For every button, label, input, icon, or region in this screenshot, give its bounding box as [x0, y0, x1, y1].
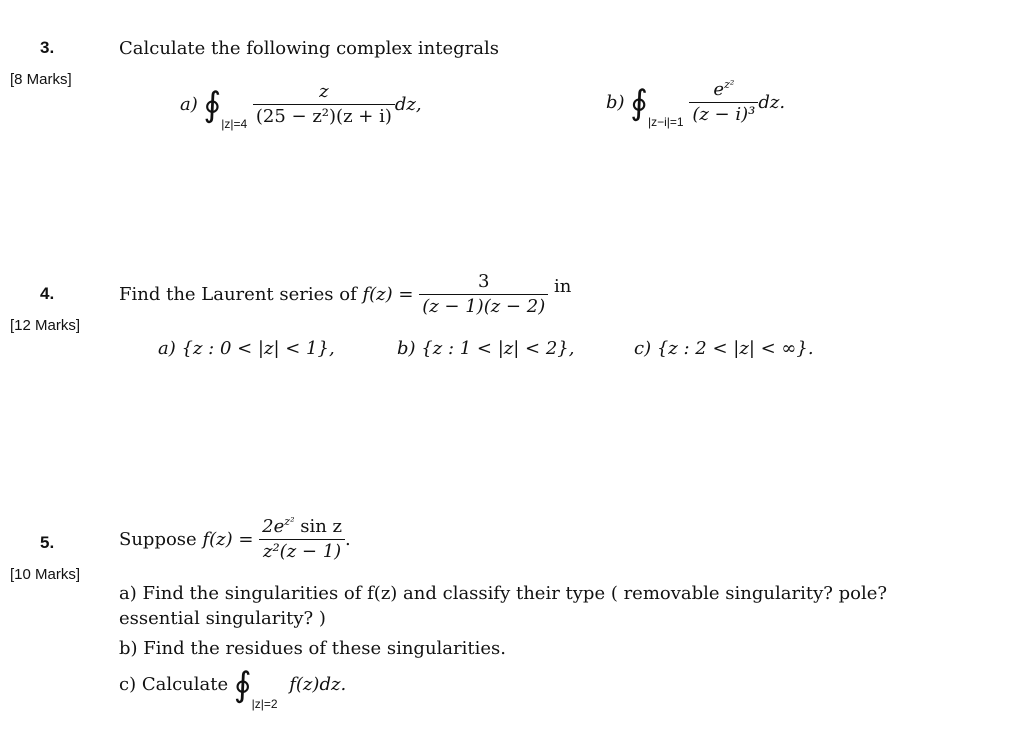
contour-integral-icon: ∮: [233, 665, 252, 705]
q4-region-c-set: {z : 2 < |z| < ∞}.: [656, 338, 814, 359]
q5-part-a-line1: a) Find the singularities of f(z) and classify their type ( removable singularity? pole?: [119, 583, 888, 604]
q4-region-a-set: {z : 0 < |z| < 1},: [181, 338, 335, 359]
q3b-tail: dz.: [758, 91, 786, 113]
q3a-numerator: z: [253, 80, 395, 105]
q4-region-c-label: c): [634, 338, 652, 359]
q5-denominator: z²(z − 1): [262, 541, 342, 563]
q5-number: 5.: [40, 533, 55, 552]
q5-function: f(z) =: [202, 528, 254, 550]
q4-denominator: (z − 1)(z − 2): [422, 296, 546, 318]
q4-region-b-label: b): [397, 338, 416, 359]
q4-function: f(z) =: [362, 283, 414, 305]
q4-region-a: [158, 338, 335, 359]
contour-integral-icon: ∮: [630, 82, 648, 123]
q3a-fraction: [253, 80, 395, 130]
q5-part-b: b) Find the residues of these singularities.: [119, 638, 506, 659]
q5-numerator-sin: sin z: [300, 516, 343, 537]
q3-part-b: [606, 78, 785, 129]
q5c-contour: |z|=2: [251, 697, 278, 711]
q3b-numerator: [689, 78, 758, 103]
q4-region-a-label: a): [158, 338, 176, 359]
q3b-numerator-exponent: z²: [724, 78, 735, 91]
q5-numerator-exponent: z²: [284, 515, 295, 528]
q5-part-c-lead: c) Calculate: [119, 674, 229, 695]
q4-number: 4.: [40, 284, 55, 303]
q3b-denominator: (z − i)³: [692, 104, 756, 126]
q5-statement: [119, 515, 351, 565]
q3-part-a: [180, 80, 422, 131]
q4-lead: Find the Laurent series of: [119, 283, 357, 305]
q4-region-b-set: {z : 1 < |z| < 2},: [421, 338, 575, 359]
q3-instruction: Calculate the following complex integrals: [119, 38, 499, 59]
q3-marks: [8 Marks]: [10, 71, 72, 88]
q3-number: 3.: [40, 38, 55, 57]
q3a-denominator: (25 − z²)(z + i): [255, 106, 392, 128]
q3b-numerator-base: e: [713, 79, 725, 100]
q5-period: .: [345, 528, 351, 550]
q4-marks: [12 Marks]: [10, 317, 81, 334]
q4-statement: [119, 270, 571, 320]
q3a-contour: |z|=4: [221, 116, 248, 131]
q3b-fraction: [689, 78, 758, 128]
q3a-tail: dz,: [394, 93, 422, 115]
q3b-contour: |z−i|=1: [648, 114, 684, 129]
q5-part-c-tail: f(z)dz.: [289, 674, 347, 695]
q4-fraction: [419, 270, 548, 320]
q5-fraction: [259, 515, 345, 565]
q5-marks: [10 Marks]: [10, 566, 81, 583]
q4-numerator: 3: [419, 270, 548, 295]
q5-numerator-coef: 2e: [262, 516, 285, 537]
q5-numerator: [259, 515, 345, 540]
q5-part-a-line2: essential singularity? ): [119, 608, 326, 629]
q5-part-c: [119, 665, 347, 711]
q3a-label: a): [180, 93, 198, 115]
contour-integral-icon: ∮: [203, 84, 222, 125]
q4-region-b: [397, 338, 574, 359]
q4-region-c: [634, 338, 814, 359]
q5-lead: Suppose: [119, 528, 197, 550]
q4-tail: in: [553, 275, 572, 297]
q3b-label: b): [606, 91, 625, 113]
